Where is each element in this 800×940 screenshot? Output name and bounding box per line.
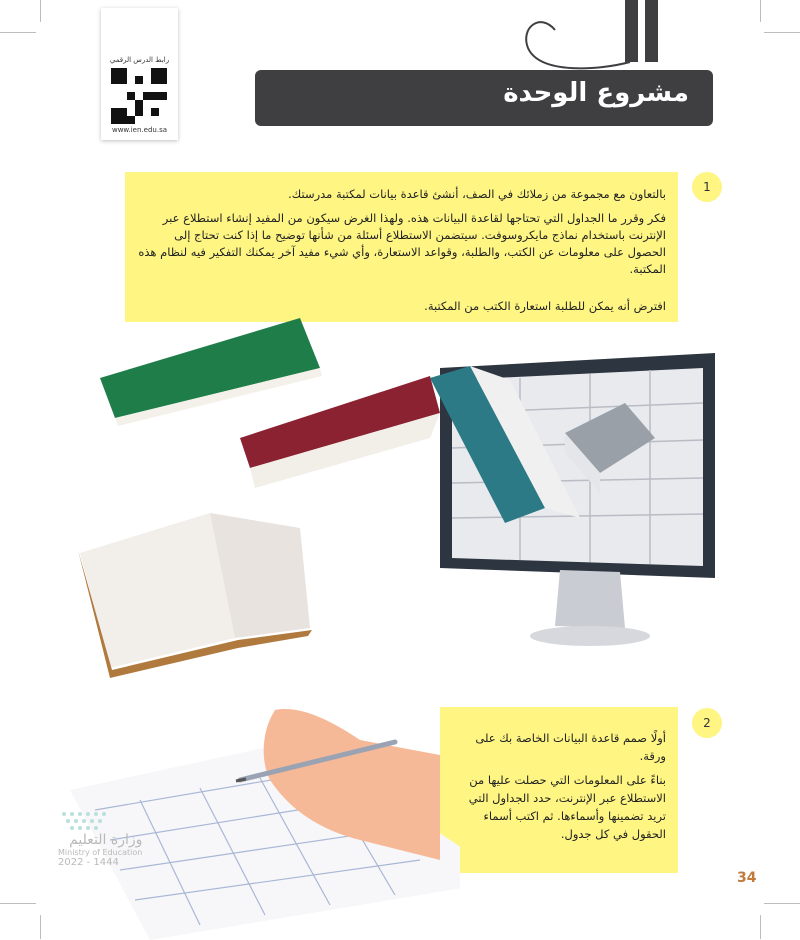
task-1-box <box>125 172 678 322</box>
qr-url[interactable]: www.ien.edu.sa <box>111 126 168 134</box>
task-1-number-badge: 1 <box>694 174 720 200</box>
crop-mark <box>760 915 761 939</box>
task-2-step-2: بناءً على المعلومات التي حصلت عليها من الاستطلاع عبر الإنترنت، حدد الجداول التي تريد تضمينها وأسماءها. ثم اكتب أسماء الحقول في كل جدول. <box>468 773 666 841</box>
ministry-emblem-icon <box>58 810 118 832</box>
ministry-name-english: Ministry of Education <box>58 848 143 857</box>
task-2-number-badge: 2 <box>694 710 720 736</box>
ministry-name-arabic: وزارة التعليم <box>69 832 143 848</box>
edition-year: 2022 - 1444 <box>58 857 119 868</box>
qr-code-card[interactable] <box>101 8 178 140</box>
task-1-intro: بالتعاون مع مجموعة من زملائك في الصف، أنشئ قاعدة بيانات لمكتبة مدرستك. <box>288 187 666 201</box>
books-and-monitor-illustration <box>0 318 800 698</box>
task-1-details: فكر وقرر ما الجداول التي تحتاجها لقاعدة البيانات هذه. ولهذا الغرض سيكون من المفيد إنشاء استطلاع عبر الإنترنت باستخدام نماذج مايكروسوفت. سيتضمن الاستطلاع أسئلة من شأنها توضيح ما إذا كنت تحتاج إلى الحصول على معلومات عن الكتب، والطلبة، وقواعد الاستعارة، وأي شيء مفيد آخر يمكنك التفكير فيه لنظام هذه المكتبة. <box>138 211 666 276</box>
crop-mark <box>764 903 800 904</box>
page-number: 34 <box>737 870 757 886</box>
task-2-step-1: أولًا صمم قاعدة البيانات الخاصة بك على ورقة. <box>475 731 666 763</box>
ministry-logo <box>58 810 142 868</box>
task-2-box <box>440 707 678 873</box>
page-title: مشروع الوحدة <box>503 78 689 108</box>
task-1-assumption: افترض أنه يمكن للطلبة استعارة الكتب من المكتبة. <box>424 299 666 313</box>
unit-project-title-bar <box>255 70 713 126</box>
qr-caption: رابط الدرس الرقمي <box>109 56 170 64</box>
qr-code-icon <box>111 68 167 124</box>
